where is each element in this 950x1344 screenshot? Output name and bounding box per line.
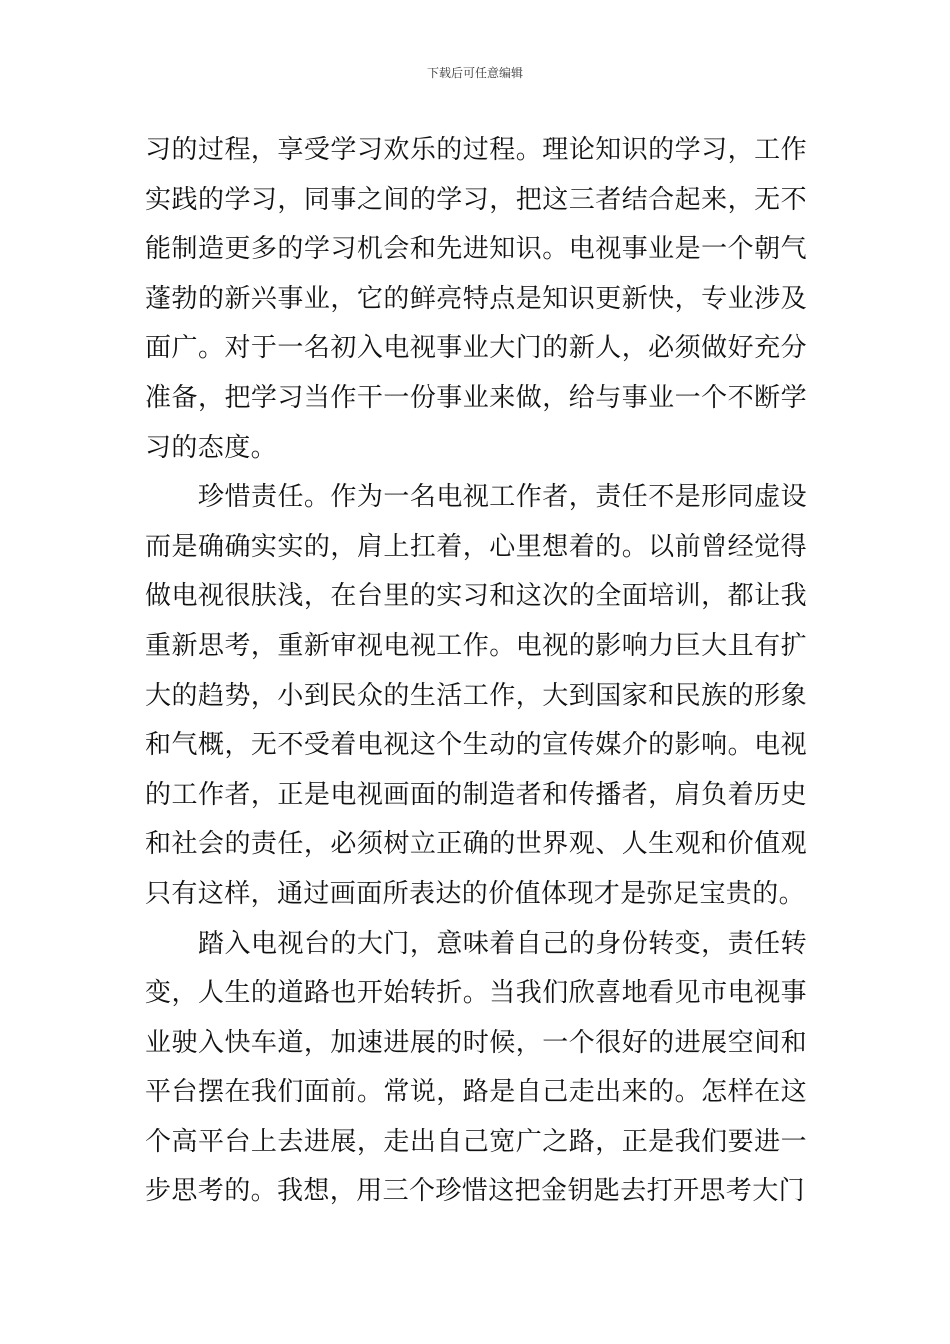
document-body	[145, 126, 807, 1217]
paragraph-1: 习的过程，享受学习欢乐的过程。理论知识的学习，工作实践的学习，同事之间的学习，把这三者结合起来，无不能制造更多的学习机会和先进知识。电视事业是一个朝气蓬勃的新兴事业，它的鲜亮特点是知识更新快，专业涉及面广。对于一名初入电视事业大门的新人，必须做好充分准备，把学习当作干一份事业来做，给与事业一个不断学习的态度。	[145, 135, 807, 463]
paragraph-2: 珍惜责任。作为一名电视工作者，责任不是形同虚设而是确确实实的，肩上扛着，心里想着的。以前曾经觉得做电视很肤浅，在台里的实习和这次的全面培训，都让我重新思考，重新审视电视工作。电视的影响力巨大且有扩大的趋势，小到民众的生活工作，大到国家和民族的形象和气概，无不受着电视这个生动的宣传媒介的影响。电视的工作者，正是电视画面的制造者和传播者，肩负着历史和社会的责任，必须树立正确的世界观、人生观和价值观只有这样，通过画面所表达的价值体现才是弥足宝贵的。	[145, 482, 807, 909]
page-header: 下载后可任意编辑	[426, 66, 523, 80]
paragraph-3: 踏入电视台的大门，意味着自己的身份转变，责任转变，人生的道路也开始转折。当我们欣喜地看见市电视事业驶入快车道，加速进展的时候，一个很好的进展空间和平台摆在我们面前。常说，路是自己走出来的。怎样在这个高平台上去进展，走出自己宽广之路，正是我们要进一步思考的。我想，用三个珍惜这把金钥匙去打开思考大门	[145, 928, 807, 1207]
